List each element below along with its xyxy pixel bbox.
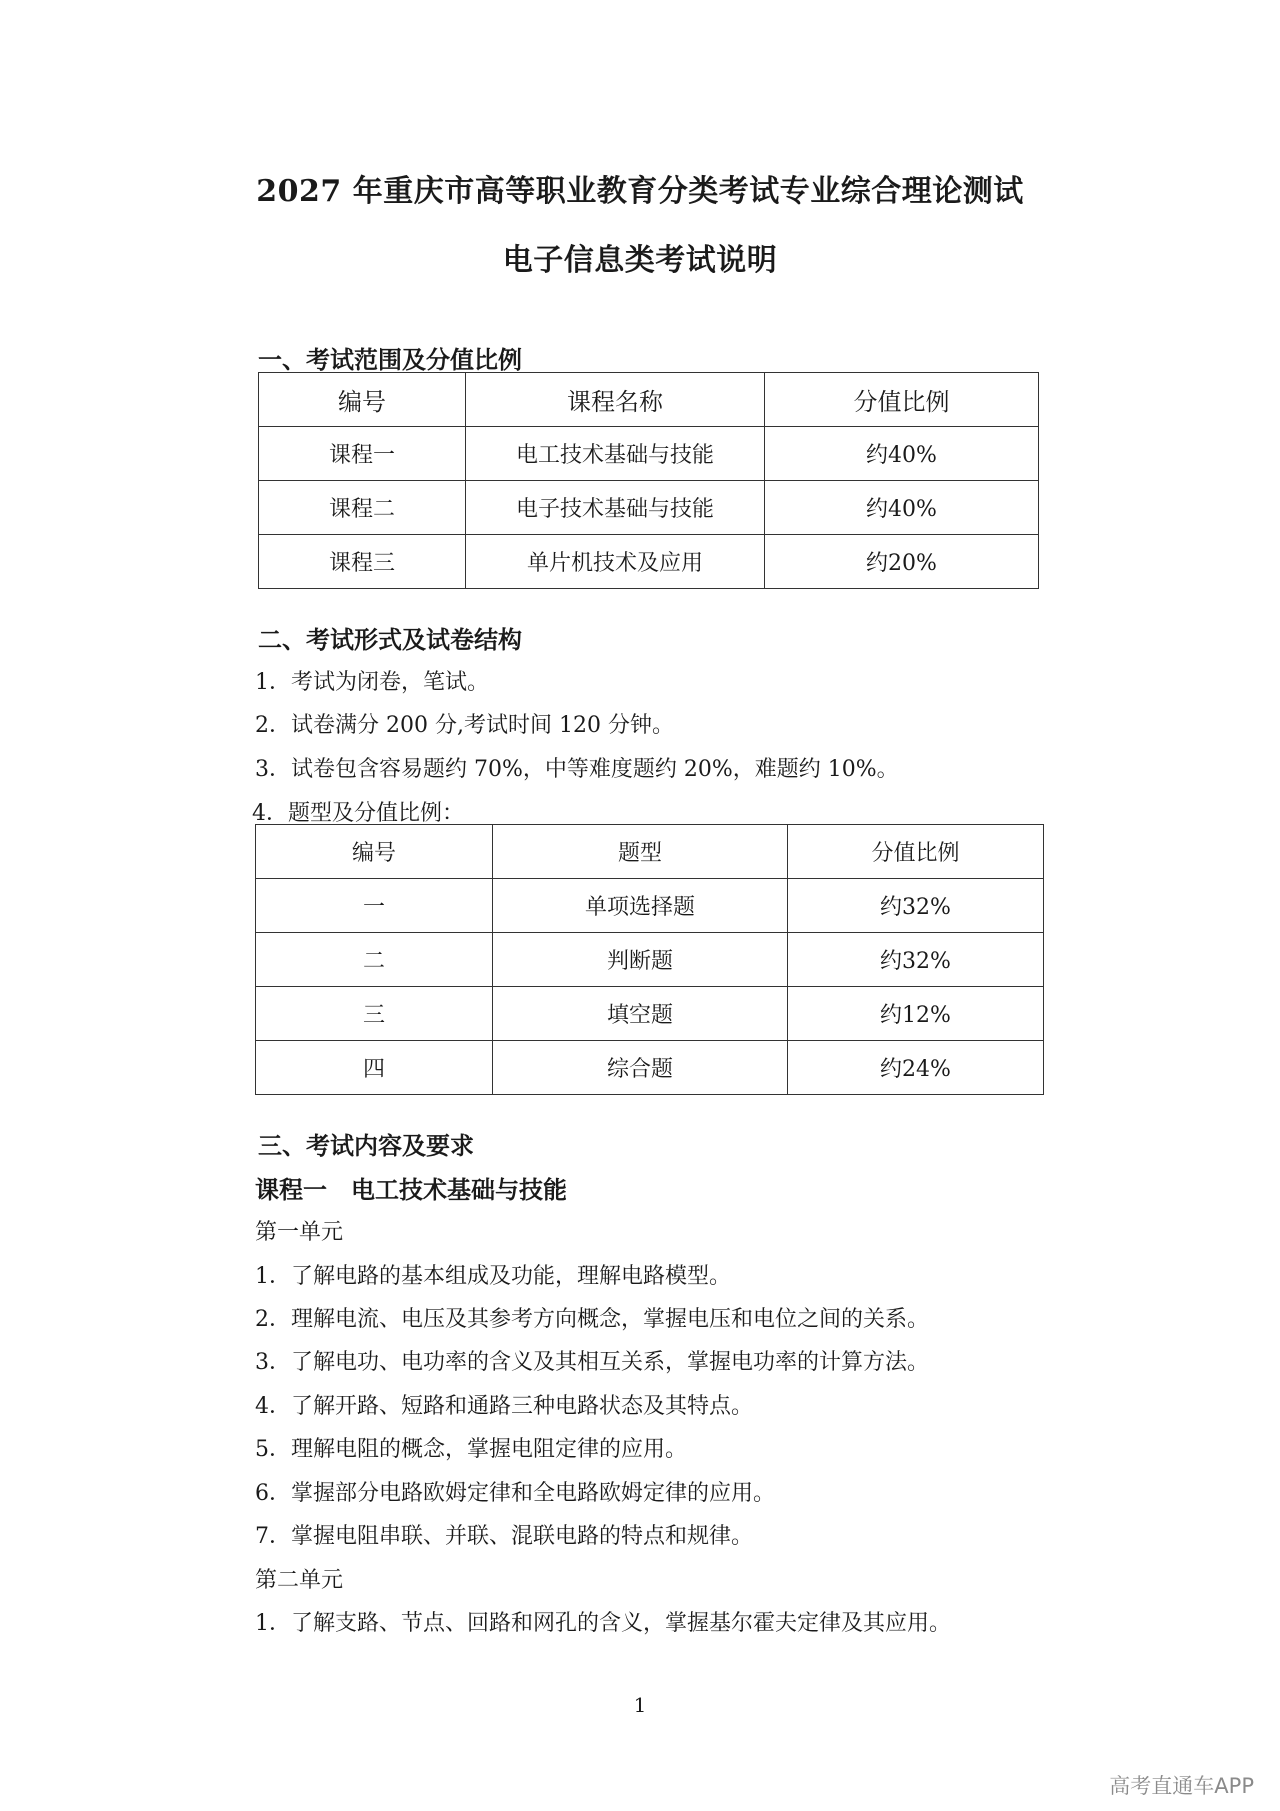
table-cell: 约12%: [788, 987, 1044, 1041]
table-cell: 电子技术基础与技能: [466, 481, 765, 535]
section-1-heading: 一、考试范围及分值比例: [258, 346, 522, 374]
course-title: 课程一 电工技术基础与技能: [255, 1175, 567, 1204]
list-item: 6．掌握部分电路欧姆定律和全电路欧姆定律的应用。: [255, 1481, 775, 1506]
table-cell: 约32%: [788, 933, 1044, 987]
list-item: 1．了解电路的基本组成及功能，理解电路模型。: [255, 1264, 731, 1289]
list-item: 3．了解电功、电功率的含义及其相互关系，掌握电功率的计算方法。: [255, 1350, 929, 1375]
list-item: 7．掌握电阻串联、并联、混联电路的特点和规律。: [255, 1524, 753, 1549]
document-title-line-2: 电子信息类考试说明: [502, 243, 778, 278]
section-2-heading: 二、考试形式及试卷结构: [258, 626, 522, 654]
table-cell: 约40%: [765, 481, 1039, 535]
table-row: [256, 933, 1044, 987]
table-cell: 填空题: [493, 987, 788, 1041]
list-item: 5．理解电阻的概念，掌握电阻定律的应用。: [255, 1437, 687, 1462]
table-cell: 课程二: [259, 481, 466, 535]
table-cell: 判断题: [493, 933, 788, 987]
table-cell: 电工技术基础与技能: [466, 427, 765, 481]
header-cell: 题型: [493, 825, 788, 879]
table-row: [259, 427, 1039, 481]
unit-label: 第一单元: [255, 1220, 344, 1245]
table-cell: 综合题: [493, 1041, 788, 1095]
table-row: [256, 1041, 1044, 1095]
list-item: 3．试卷包含容易题约 70%，中等难度题约 20%，难题约 10%。: [255, 757, 899, 782]
list-item: 2．试卷满分 200 分,考试时间 120 分钟。: [255, 713, 674, 738]
header-cell: 分值比例: [788, 825, 1044, 879]
section-3-heading: 三、考试内容及要求: [258, 1132, 474, 1160]
table-row: [259, 481, 1039, 535]
table-cell: 约32%: [788, 879, 1044, 933]
list-item: 1．考试为闭卷，笔试。: [255, 670, 489, 695]
question-type-table: [255, 824, 1044, 1095]
table-header-row: [259, 373, 1039, 427]
table-cell: 一: [256, 879, 493, 933]
header-cell: 编号: [259, 373, 466, 427]
list-item: 1．了解支路、节点、回路和网孔的含义，掌握基尔霍夫定律及其应用。: [255, 1611, 951, 1636]
header-cell: 编号: [256, 825, 493, 879]
table-cell: 三: [256, 987, 493, 1041]
watermark-text: 高考直通车APP: [1109, 1774, 1254, 1798]
header-cell: 分值比例: [765, 373, 1039, 427]
table-cell: 约20%: [765, 535, 1039, 589]
table-cell: 课程一: [259, 427, 466, 481]
table-cell: 单项选择题: [493, 879, 788, 933]
table-cell: 课程三: [259, 535, 466, 589]
table-cell: 四: [256, 1041, 493, 1095]
course-score-table: [258, 372, 1039, 589]
table-row: [256, 879, 1044, 933]
unit-label: 第二单元: [255, 1568, 344, 1593]
list-item: 4．了解开路、短路和通路三种电路状态及其特点。: [255, 1394, 753, 1419]
table-cell: 二: [256, 933, 493, 987]
table-cell: 单片机技术及应用: [466, 535, 765, 589]
table-row: [259, 535, 1039, 589]
list-item: 4．题型及分值比例：: [252, 801, 464, 826]
table-row: [256, 987, 1044, 1041]
document-title-line-1: 2027 年重庆市高等职业教育分类考试专业综合理论测试: [256, 174, 1024, 209]
table-header-row: [256, 825, 1044, 879]
page-number: 1: [633, 1693, 647, 1717]
list-item: 2．理解电流、电压及其参考方向概念，掌握电压和电位之间的关系。: [255, 1307, 929, 1332]
table-cell: 约40%: [765, 427, 1039, 481]
table-cell: 约24%: [788, 1041, 1044, 1095]
header-cell: 课程名称: [466, 373, 765, 427]
